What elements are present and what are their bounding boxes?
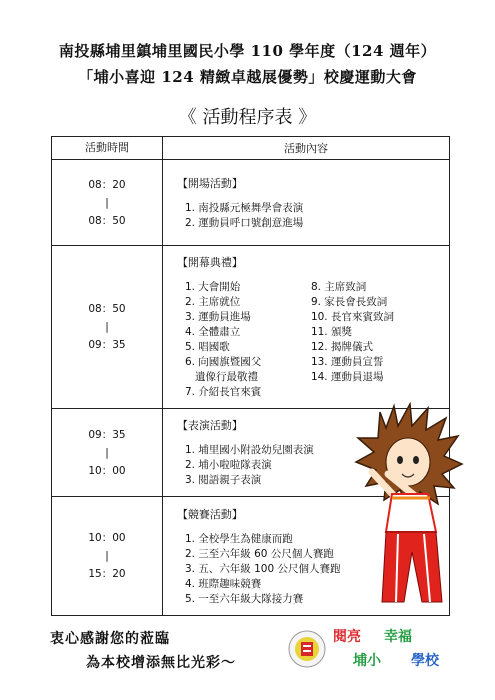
section-title: 【表演活動】 [176, 419, 243, 432]
list-item: 10. 長官來賓致詞 [310, 311, 394, 323]
list-item: 8. 主席致詞 [310, 281, 367, 293]
list-item: 5. 一至六年級大隊接力賽 [184, 592, 304, 605]
list-item: 3. 運動員進場 [184, 311, 251, 323]
content-cell [162, 160, 449, 246]
list-item: 3. 五、六年級 100 公尺個人賽跑 [184, 562, 341, 575]
end-time: 10：00 [88, 464, 126, 477]
time-column-header: 活動時間 [52, 137, 163, 160]
list-item: 2. 主席就位 [184, 296, 241, 308]
list-item: 11. 頒獎 [310, 326, 352, 338]
list-item: 2. 運動員呼口號創意進場 [184, 216, 304, 229]
time-cell [52, 497, 163, 616]
section-title: 【開場活動】 [176, 176, 243, 190]
cheering-girl-illustration [350, 402, 470, 617]
time-separator: | [105, 321, 109, 333]
time-cell [52, 409, 163, 497]
start-time: 08：50 [88, 303, 126, 315]
table-header-row [52, 137, 450, 160]
list-item: 1. 全校學生為健康而跑 [184, 532, 293, 545]
page-subtitle: 《 活動程序表 》 [178, 107, 317, 128]
list-item: 1. 南投縣元極舞學會表演 [184, 201, 304, 214]
list-item: 4. 班際趣味競賽 [184, 577, 262, 590]
thanks-line-1: 衷心感謝您的蒞臨 [50, 631, 170, 647]
school-logo-icon [287, 629, 327, 669]
list-item: 2. 埔小啦啦隊表演 [184, 459, 272, 471]
list-item: 4. 全體肅立 [184, 326, 241, 338]
start-time: 09：35 [88, 428, 126, 441]
list-item: 5. 唱國歌 [184, 341, 230, 353]
item-list-left [185, 280, 311, 400]
table-row [52, 160, 450, 246]
slogan-word-4: 學校 [411, 653, 439, 669]
section-title: 【開幕典禮】 [176, 256, 243, 269]
list-item: 14. 運動員退場 [310, 371, 384, 383]
content-cell [162, 246, 449, 409]
table-row [52, 246, 450, 409]
time-separator: | [105, 550, 109, 562]
start-time: 08：20 [88, 178, 126, 191]
header-line-2: 「埔小喜迎 124 精緻卓越展優勢」校慶運動大會 [78, 68, 417, 86]
header-line-1: 南投縣埔里鎮埔里國民小學 110 學年度（124 週年） [58, 42, 437, 60]
section-title: 【競賽活動】 [176, 507, 243, 521]
time-separator: | [105, 196, 109, 209]
list-item: 6. 向國旗暨國父 [184, 356, 262, 368]
end-time: 15：20 [88, 568, 126, 580]
end-time: 09：35 [88, 339, 126, 351]
list-item: 遺像行最敬禮 [184, 371, 258, 383]
time-cell [52, 246, 163, 409]
content-column-header: 活動內容 [162, 137, 449, 160]
end-time: 08：50 [88, 214, 126, 227]
list-item: 12. 揭牌儀式 [310, 341, 373, 353]
slogan-word-2: 幸福 [384, 629, 412, 645]
list-item: 9. 家長會長致詞 [310, 296, 388, 308]
start-time: 10：00 [88, 532, 126, 544]
item-list-right [311, 280, 394, 400]
list-item: 2. 三至六年級 60 公尺個人賽跑 [184, 547, 334, 560]
two-column-list [177, 280, 449, 400]
list-item: 13. 運動員宣誓 [310, 356, 384, 368]
thanks-line-2: 為本校增添無比光彩～ [86, 655, 236, 671]
list-item: 1. 埔里國小附設幼兒園表演 [184, 444, 314, 456]
time-separator: | [105, 446, 109, 459]
list-item: 1. 大會開始 [184, 281, 241, 293]
item-list [177, 201, 449, 231]
slogan-word-3: 埔小 [353, 653, 381, 669]
time-cell [52, 160, 163, 246]
list-item: 3. 閱語親子表演 [184, 474, 262, 486]
list-item: 7. 介紹長官來賓 [184, 386, 262, 398]
slogan-word-1: 閱亮 [333, 629, 361, 645]
